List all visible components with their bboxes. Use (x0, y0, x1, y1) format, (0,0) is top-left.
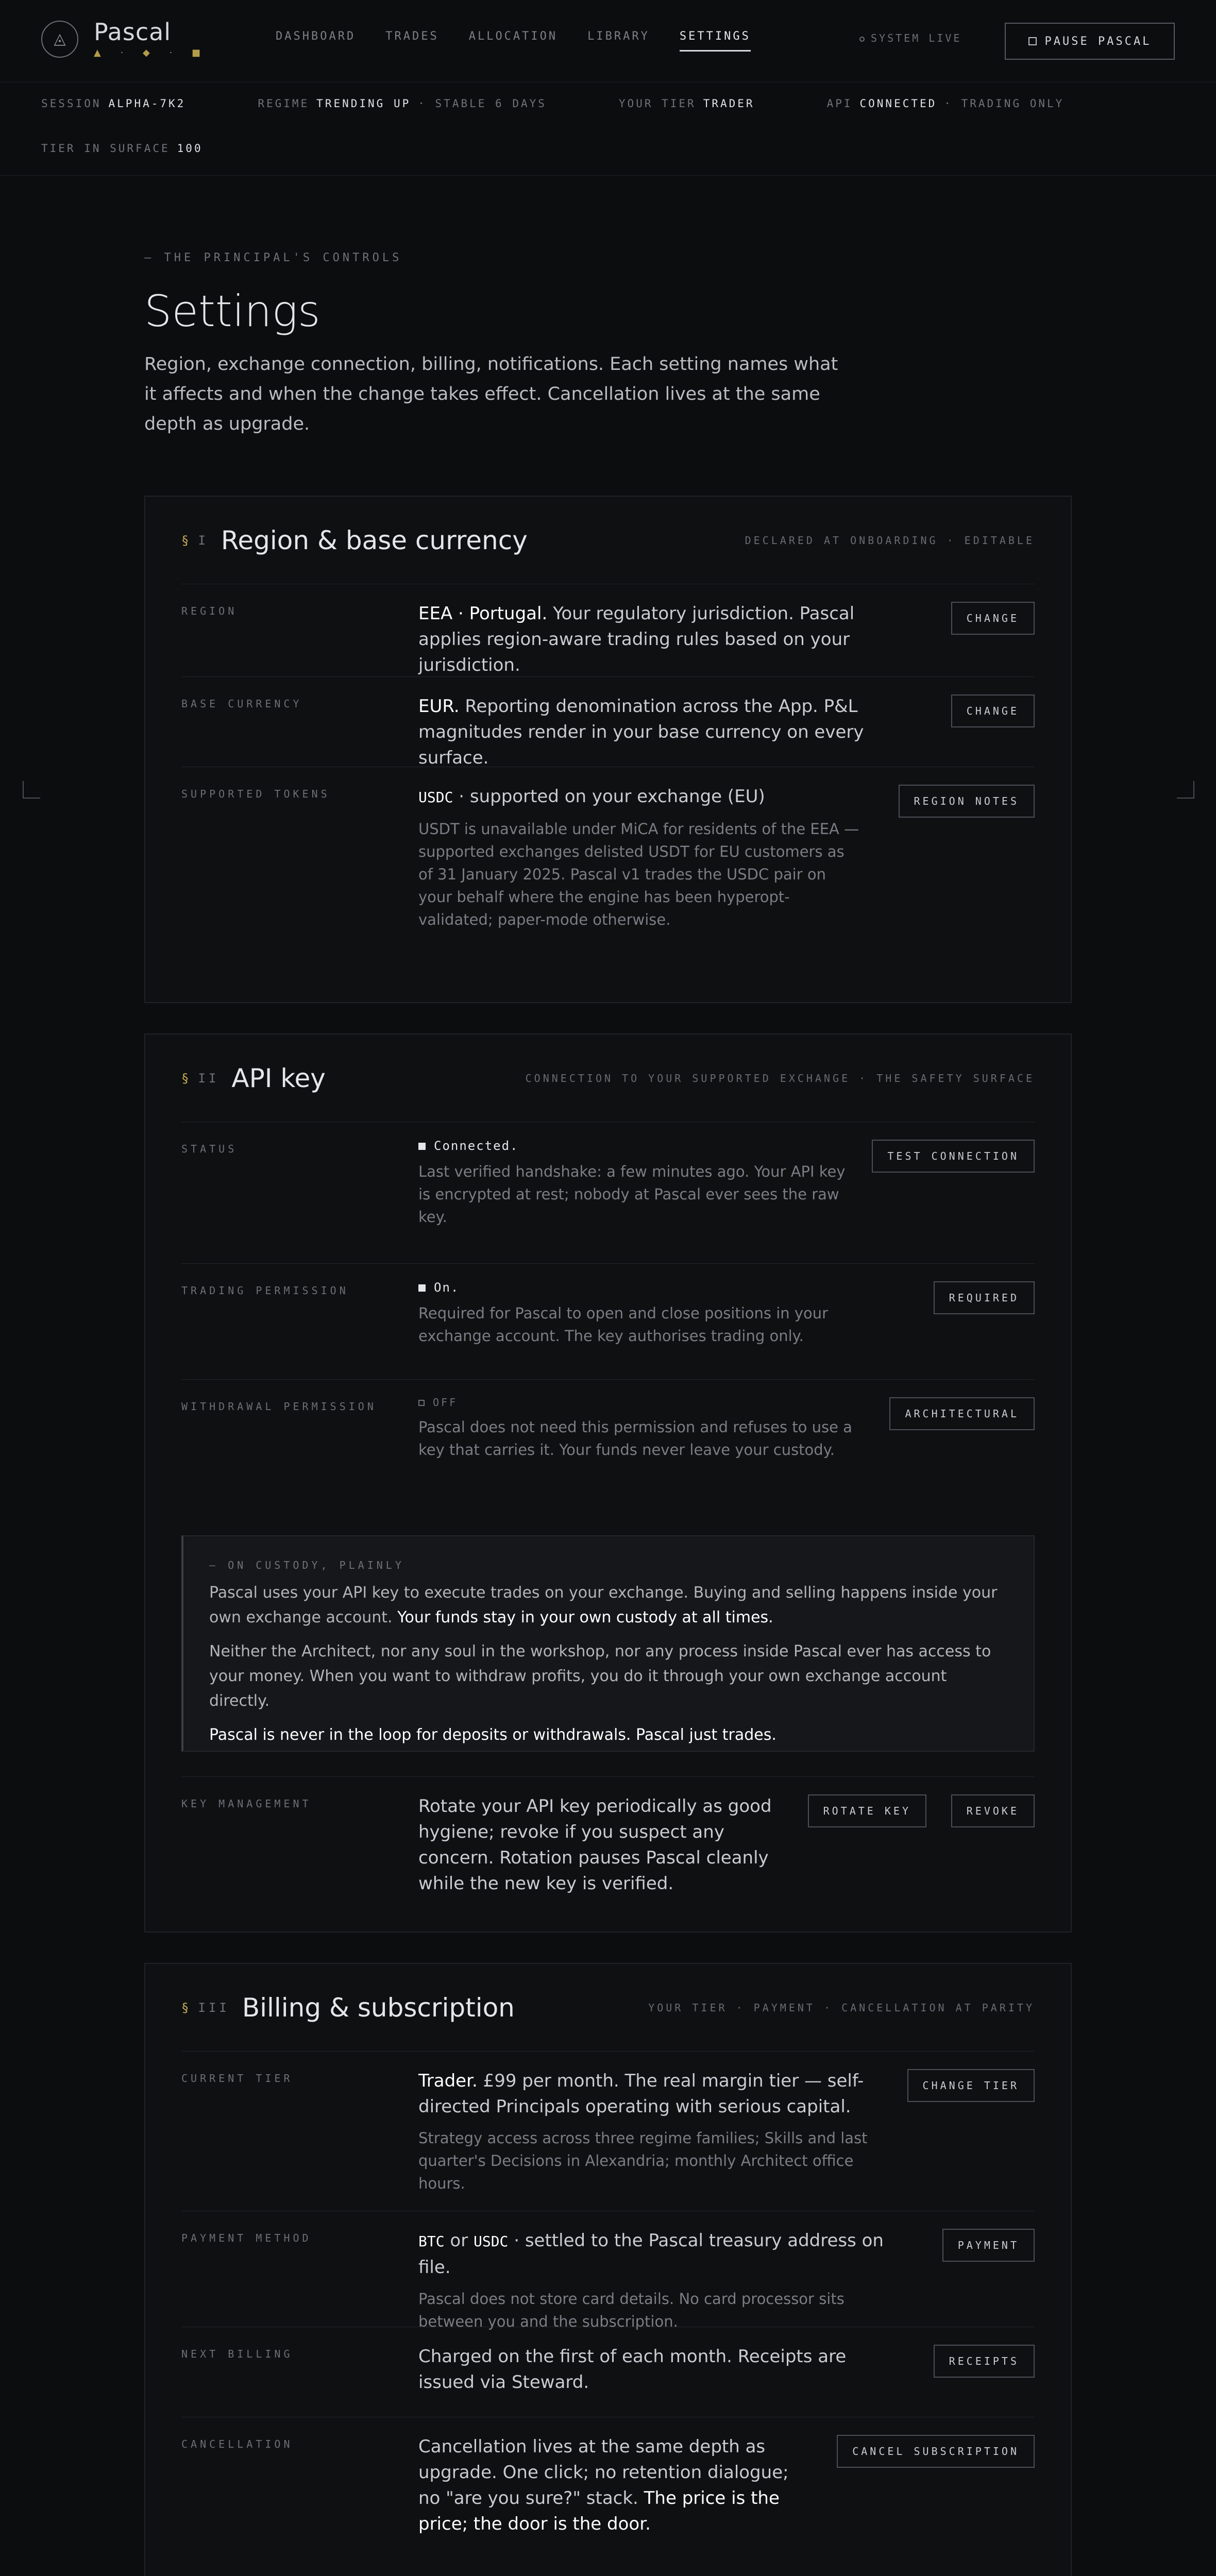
section-number: § II (181, 1071, 219, 1086)
page-intro: Region, exchange connection, billing, notifications. Each setting names what it affects and when the change takes effect. Cancellation lives at the same depth as upgrade. (144, 354, 838, 434)
setting-detail: Strategy access across three regime families; Skills and last quarter's Decisions in Alexandria; monthly Architect office hours. (418, 2129, 868, 2192)
status-row-2 (41, 142, 275, 155)
setting-detail: Last verified handshake: a few minutes ago. Your API key is encrypted at rest; nobody at Pascal ever sees the raw key. (418, 1163, 846, 1226)
setting-label: SUPPORTED TOKENS (181, 788, 330, 800)
setting-lead: USDC · supported on your exchange (EU) (418, 786, 765, 807)
brand-name: Pascal (94, 18, 172, 46)
status-surface: TIER IN SURFACE 100 (41, 142, 203, 155)
setting-row-next-billing (181, 2327, 1035, 2417)
setting-body (418, 1396, 862, 1461)
setting-row-cancellation (181, 2417, 1035, 2576)
cancel-subscription-button[interactable]: CANCEL SUBSCRIPTION (837, 2435, 1035, 2468)
setting-row-payment-method (181, 2211, 1035, 2330)
change-region-button[interactable]: CHANGE (951, 602, 1035, 635)
status-regime: REGIME TRENDING UP · STABLE 6 DAYS (258, 97, 547, 110)
custody-note (181, 1535, 1035, 1752)
architectural-badge[interactable]: ARCHITECTURAL (889, 1397, 1035, 1430)
state-on-icon (418, 1284, 426, 1292)
region-section (144, 496, 1072, 1003)
pause-pascal-button[interactable] (1005, 23, 1175, 60)
setting-label: NEXT BILLING (181, 2348, 293, 2360)
region-notes-button[interactable]: REGION NOTES (899, 785, 1035, 818)
setting-label: REGION (181, 605, 238, 617)
section-number: § III (181, 2000, 230, 2015)
region-section-header (181, 497, 1035, 584)
corner-mark-left (23, 781, 40, 799)
nav-links (276, 30, 781, 52)
state-off-icon (418, 1400, 425, 1406)
change-tier-button[interactable]: CHANGE TIER (907, 2069, 1035, 2102)
status-tier: YOUR TIER TRADER (618, 97, 755, 110)
nav-settings[interactable]: SETTINGS (680, 30, 751, 52)
setting-row-withdrawal-permission (181, 1380, 1035, 1493)
setting-label: WITHDRAWAL PERMISSION (181, 1400, 377, 1413)
status-strip (0, 83, 1216, 176)
setting-body (418, 2228, 913, 2333)
api-key-section (144, 1033, 1072, 1933)
note-paragraph: Neither the Architect, nor any soul in the workshop, nor any process inside Pascal ever has access to your money. When you want to withdraw profits, you do it through your own exchange account directly. (209, 1642, 991, 1710)
setting-lead: EUR. Reporting denomination across the App. P&L magnitudes render in your base currency on every surface. (418, 696, 864, 768)
section-title: API key (231, 1063, 326, 1093)
pascal-logo-icon: ◬ (41, 21, 78, 58)
setting-label: KEY MANAGEMENT (181, 1798, 312, 1810)
section-meta: CONNECTION TO YOUR SUPPORTED EXCHANGE · THE SAFETY SURFACE (525, 1072, 1035, 1084)
trading-permission-state: On. (418, 1280, 892, 1295)
setting-row-trading-permission (181, 1264, 1035, 1380)
setting-label: BASE CURRENCY (181, 698, 302, 710)
billing-section (144, 1963, 1072, 2576)
top-nav (0, 0, 1216, 82)
setting-lead: Cancellation lives at the same depth as upgrade. One click; no retention dialogue; no "are you sure?" stack. The price is the price; the door is the door. (418, 2436, 789, 2534)
rotate-key-button[interactable]: ROTATE KEY (808, 1794, 926, 1827)
setting-label: STATUS (181, 1143, 238, 1155)
live-dot-icon (859, 37, 865, 42)
setting-label: CURRENT TIER (181, 2072, 293, 2084)
setting-label: CANCELLATION (181, 2438, 293, 2450)
setting-lead: Charged on the first of each month. Receipts are issued via Steward. (418, 2346, 847, 2393)
nav-library[interactable]: LIBRARY (587, 30, 650, 43)
setting-row-status (181, 1122, 1035, 1264)
setting-body (418, 1280, 892, 1347)
pause-icon (1028, 37, 1037, 45)
section-title: Region & base currency (221, 525, 528, 555)
receipts-button[interactable]: RECEIPTS (934, 2345, 1035, 2378)
note-eyebrow: — ON CUSTODY, PLAINLY (209, 1559, 404, 1571)
setting-lead: BTC or USDC · settled to the Pascal treasury address on file. (418, 2230, 884, 2278)
billing-section-header (181, 1964, 1035, 2052)
state-on-icon (418, 1143, 426, 1150)
setting-body (418, 601, 913, 678)
setting-row-current-tier (181, 2052, 1035, 2211)
setting-body (418, 2344, 882, 2395)
change-currency-button[interactable]: CHANGE (951, 694, 1035, 727)
setting-label: TRADING PERMISSION (181, 1284, 349, 1297)
api-section-header (181, 1035, 1035, 1122)
system-live-indicator (859, 32, 961, 44)
setting-detail: Required for Pascal to open and close positions in your exchange account. The key authorises trading only. (418, 1304, 829, 1345)
nav-trades[interactable]: TRADES (385, 30, 439, 43)
test-connection-button[interactable]: TEST CONNECTION (872, 1140, 1035, 1173)
setting-row-key-management (181, 1776, 1035, 1931)
setting-body (418, 693, 923, 771)
setting-lead: Rotate your API key periodically as good hygiene; revoke if you suspect any concern. Rotation pauses Pascal cleanly while the new key is verified. (418, 1796, 772, 1894)
setting-label: PAYMENT METHOD (181, 2232, 312, 2244)
setting-lead: EEA · Portugal. Your regulatory jurisdiction. Pascal applies region-aware trading rules based on your jurisdiction. (418, 603, 855, 675)
setting-body (418, 784, 862, 931)
brand-glyphs: ▲ · ◆ · ■ (94, 47, 209, 58)
setting-row-region (181, 584, 1035, 677)
section-meta: YOUR TIER · PAYMENT · CANCELLATION AT PARITY (648, 2001, 1035, 2014)
status-api: API CONNECTED · TRADING ONLY (826, 97, 1065, 110)
withdrawal-permission-state: OFF (418, 1396, 862, 1409)
setting-detail: Pascal does not store card details. No card processor sits between you and the subscription. (418, 2290, 845, 2330)
payment-button[interactable]: PAYMENT (942, 2229, 1035, 2262)
status-row-1 (41, 97, 1064, 110)
required-badge[interactable]: REQUIRED (934, 1281, 1035, 1314)
setting-body (418, 1139, 846, 1228)
setting-row-supported-tokens (181, 767, 1035, 973)
connection-state: Connected. (418, 1139, 846, 1153)
section-title: Billing & subscription (242, 1992, 515, 2023)
revoke-key-button[interactable]: REVOKE (951, 1794, 1035, 1827)
setting-body (418, 2434, 810, 2537)
nav-dashboard[interactable]: DASHBOARD (276, 30, 356, 43)
brand[interactable] (41, 20, 209, 58)
nav-allocation[interactable]: ALLOCATION (468, 30, 558, 43)
section-meta: DECLARED AT ONBOARDING · EDITABLE (745, 534, 1035, 547)
note-paragraph: Pascal is never in the loop for deposits or withdrawals. Pascal just trades. (209, 1726, 776, 1744)
note-paragraph: Pascal uses your API key to execute trades on your exchange. Buying and selling happens inside your own exchange account. Your funds stay in your own custody at all times. (209, 1584, 998, 1626)
brand-text (94, 20, 209, 58)
setting-detail: Pascal does not need this permission and refuses to use a key that carries it. Your funds never leave your custody. (418, 1418, 852, 1459)
pause-label: PAUSE PASCAL (1044, 35, 1152, 48)
setting-body (418, 1793, 779, 1896)
setting-lead: Trader. £99 per month. The real margin tier — self-directed Principals operating with serious capital. (418, 2071, 864, 2117)
section-number: § I (181, 533, 209, 548)
setting-body (418, 2068, 882, 2195)
page-eyebrow: — THE PRINCIPAL'S CONTROLS (144, 251, 402, 264)
status-session: SESSION ALPHA-7K2 (41, 97, 186, 110)
page-title: Settings (144, 286, 320, 336)
system-live-label: SYSTEM LIVE (871, 32, 962, 44)
setting-detail: USDT is unavailable under MiCA for residents of the EEA — supported exchanges delisted USDT for EU customers as of 31 January 2025. Pascal v1 trades the USDC pair on your behalf where the engine has been hyperopt-validated; paper-mode otherwise. (418, 820, 859, 928)
setting-row-base-currency (181, 677, 1035, 767)
corner-mark-right (1177, 781, 1194, 799)
